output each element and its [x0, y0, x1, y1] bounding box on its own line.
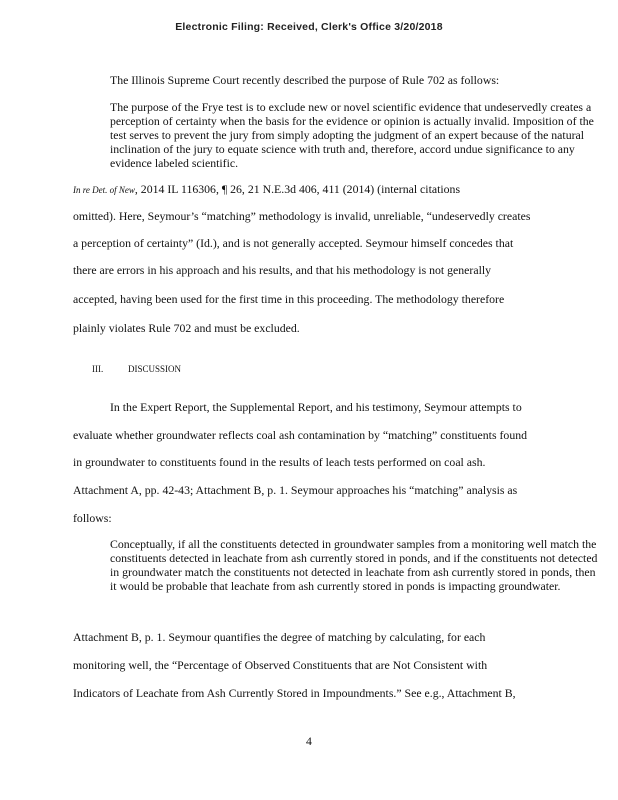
citation-details: , 2014 IL 116306, ¶ 26, 21 N.E.3d 406, 411 (2014) (internal citations: [134, 182, 461, 196]
body-line: omitted). Here, Seymour’s “matching” methodology is invalid, unreliable, “undeservedly creates: [73, 209, 531, 223]
section-number: III.: [92, 364, 104, 374]
page-number: 4: [306, 734, 312, 748]
body-line: monitoring well, the “Percentage of Observed Constituents that are Not Consistent with: [73, 658, 488, 672]
body-line: accepted, having been used for the first time in this proceeding. The methodology therefore: [73, 292, 505, 306]
citation-line: [73, 182, 460, 197]
block-quote-matching: Conceptually, if all the constituents detected in groundwater samples from a monitoring well match the constituents detected in leachate from ash currently stored in ponds, and if the constituents not detected in groundwater match the constituents not detected in leachate from ash currently stored in ponds, then it would be probable that leachate from ash currently stored in ponds is impacting groundwater.: [110, 537, 598, 593]
discussion-line: in groundwater to constituents found in the results of leach tests performed on coal ash.: [73, 455, 486, 469]
discussion-line: In the Expert Report, the Supplemental Report, and his testimony, Seymour attempts to: [110, 400, 522, 414]
filing-header: Electronic Filing: Received, Clerk's Office 3/20/2018: [175, 21, 443, 33]
body-line: a perception of certainty” (Id.), and is not generally accepted. Seymour himself concedes that: [73, 236, 514, 250]
body-line: there are errors in his approach and his results, and that his methodology is not generally: [73, 263, 492, 277]
body-line: Attachment B, p. 1. Seymour quantifies the degree of matching by calculating, for each: [73, 630, 486, 644]
section-title: DISCUSSION: [128, 364, 182, 374]
intro-paragraph: The Illinois Supreme Court recently described the purpose of Rule 702 as follows:: [110, 73, 500, 87]
discussion-line: follows:: [73, 511, 112, 525]
block-quote-frye: The purpose of the Frye test is to exclude new or novel scientific evidence that undeservedly creates a perception of certainty when the basis for the evidence or opinion is actually invalid. Imposition of the test serves to prevent the jury from simply adopting the judgment of an expert because of the natural inclination of the jury to equate science with truth and, therefore, accord undue significance to any evidence labeled scientific.: [110, 100, 594, 170]
case-name: In re Det. of New: [73, 185, 135, 195]
body-line: plainly violates Rule 702 and must be excluded.: [73, 321, 300, 335]
discussion-line: Attachment A, pp. 42-43; Attachment B, p. 1. Seymour approaches his “matching” analysis as: [73, 483, 518, 497]
section-heading: [92, 364, 181, 374]
body-line: Indicators of Leachate from Ash Currently Stored in Impoundments.” See e.g., Attachment B,: [73, 686, 516, 700]
discussion-line: evaluate whether groundwater reflects coal ash contamination by “matching” constituents found: [73, 428, 528, 442]
